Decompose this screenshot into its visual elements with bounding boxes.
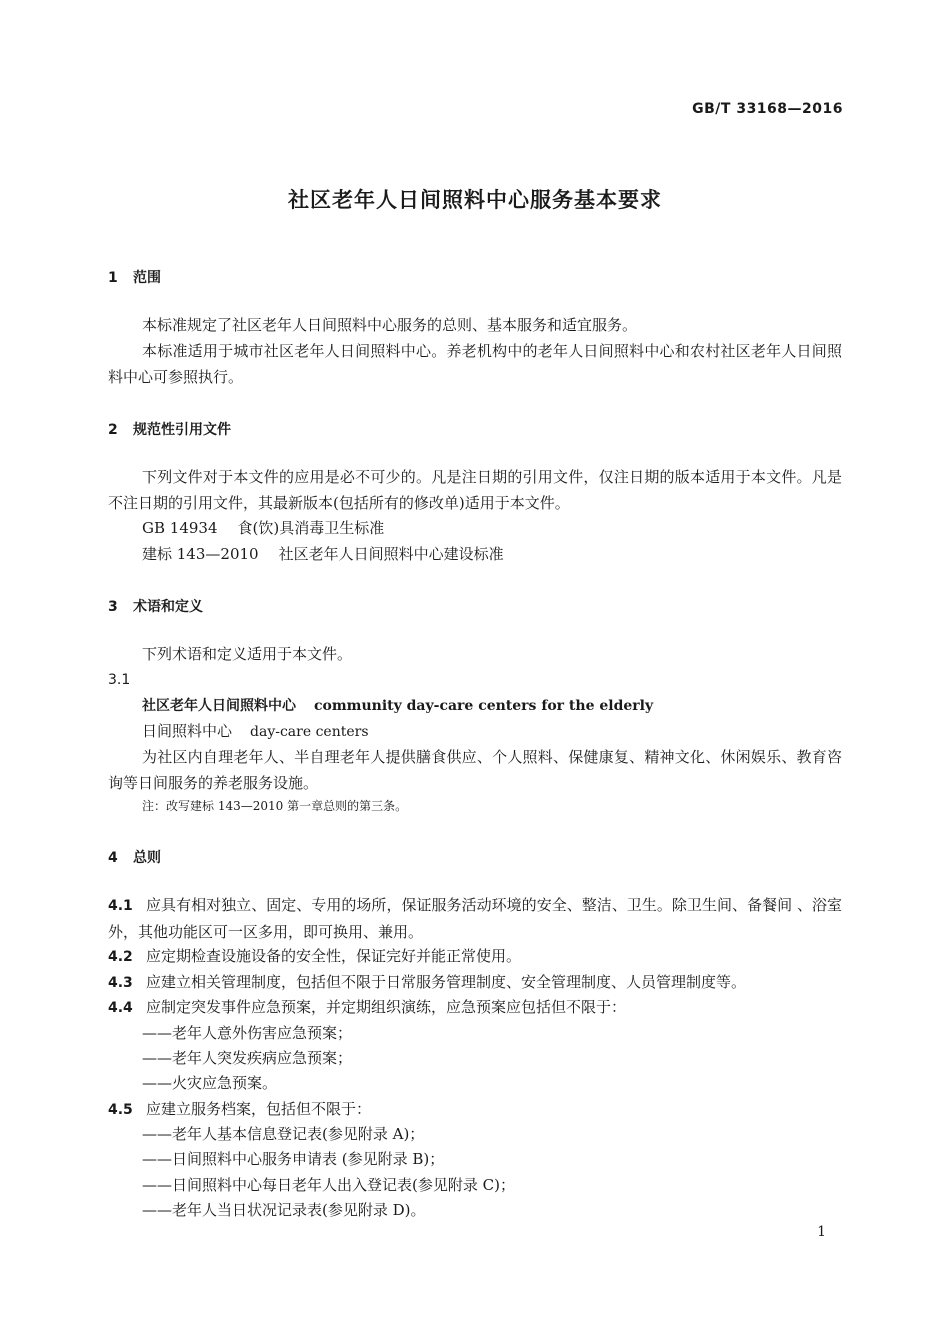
clause-text: 应具有相对独立、固定、专用的场所，保证服务活动环境的安全、整洁、卫生。除卫生间、备餐间 、浴室外，其他功能区可一区多用，即可换用、兼用。	[108, 896, 842, 941]
clause-number: 4.4	[108, 1000, 133, 1016]
paragraph: 本标准适用于城市社区老年人日间照料中心。养老机构中的老年人日间照料中心和农村社区老年人日间照料中心可参照执行。	[108, 342, 842, 386]
section-heading-scope	[108, 267, 161, 287]
list-item: ——老年人当日状况记录表(参见附录 D)。	[142, 1201, 426, 1219]
section-title: 规范性引用文件	[133, 422, 231, 438]
synonym-chinese: 日间照料中心	[142, 722, 233, 740]
clause-number: 4.5	[108, 1102, 133, 1118]
clause-text: 应定期检查设施设备的安全性，保证完好并能正常使用。	[146, 947, 522, 965]
document-title: 社区老年人日间照料中心服务基本要求	[288, 188, 662, 212]
note: 注：改写建标 143—2010 第一章总则的第三条。	[142, 799, 408, 813]
reference-code: GB 14934	[142, 519, 218, 537]
reference-title: 食(饮)具消毒卫生标准	[237, 519, 385, 537]
section-heading-general	[108, 847, 161, 867]
term-chinese: 社区老年人日间照料中心	[142, 698, 296, 714]
list-item: ——老年人突发疾病应急预案；	[142, 1049, 353, 1067]
standard-number: GB/T 33168—2016	[692, 101, 843, 117]
clause-4-3	[108, 969, 842, 996]
reference-item	[142, 541, 504, 567]
term-english: community day-care centers for the elderly	[314, 698, 654, 714]
section-number: 2	[108, 422, 118, 438]
section-number: 3	[108, 599, 118, 615]
synonym-english: day-care centers	[250, 724, 369, 740]
list-item: ——日间照料中心服务申请表 (参见附录 B)；	[142, 1150, 445, 1168]
clause-4-5	[108, 1096, 842, 1123]
list-item: ——火灾应急预案。	[142, 1074, 278, 1092]
section-number: 4	[108, 850, 118, 866]
list-item: ——老年人基本信息登记表(参见附录 A)；	[142, 1125, 425, 1143]
clause-number: 4.2	[108, 949, 133, 965]
paragraph: 下列文件对于本文件的应用是必不可少的。凡是注日期的引用文件，仅注日期的版本适用于本文件。凡是不注日期的引用文件，其最新版本(包括所有的修改单)适用于本文件。	[108, 468, 842, 512]
list-item: ——日间照料中心每日老年人出入登记表(参见附录 C)；	[142, 1176, 515, 1194]
paragraph: 下列术语和定义适用于本文件。	[142, 645, 353, 663]
term-entry	[142, 692, 653, 719]
section-title: 术语和定义	[133, 599, 203, 615]
clause-4-1	[108, 892, 842, 945]
clause-text: 应建立相关管理制度，包括但不限于日常服务管理制度、安全管理制度、人员管理制度等。	[146, 973, 747, 991]
section-heading-terms	[108, 596, 203, 616]
term-synonym	[142, 718, 369, 745]
section-title: 总则	[133, 850, 161, 866]
clause-4-2	[108, 943, 842, 970]
clause-number: 4.3	[108, 975, 133, 991]
clause-text: 应制定突发事件应急预案，并定期组织演练，应急预案应包括但不限于：	[146, 998, 627, 1016]
clause-number: 4.1	[108, 898, 133, 914]
clause-4-4	[108, 994, 842, 1021]
clause-text: 应建立服务档案，包括但不限于：	[146, 1100, 372, 1118]
section-heading-normative-references	[108, 419, 231, 439]
list-item: ——老年人意外伤害应急预案；	[142, 1024, 353, 1042]
page-number: 1	[817, 1224, 826, 1240]
section-number: 1	[108, 270, 118, 286]
term-number: 3.1	[108, 672, 131, 688]
reference-code: 建标 143—2010	[142, 545, 259, 563]
reference-title: 社区老年人日间照料中心建设标准	[278, 545, 504, 563]
section-title: 范围	[133, 270, 161, 286]
term-definition: 为社区内自理老年人、半自理老年人提供膳食供应、个人照料、保健康复、精神文化、休闲娱乐、教育咨询等日间服务的养老服务设施。	[108, 748, 842, 792]
paragraph: 本标准规定了社区老年人日间照料中心服务的总则、基本服务和适宜服务。	[142, 316, 638, 334]
reference-item	[142, 515, 384, 541]
